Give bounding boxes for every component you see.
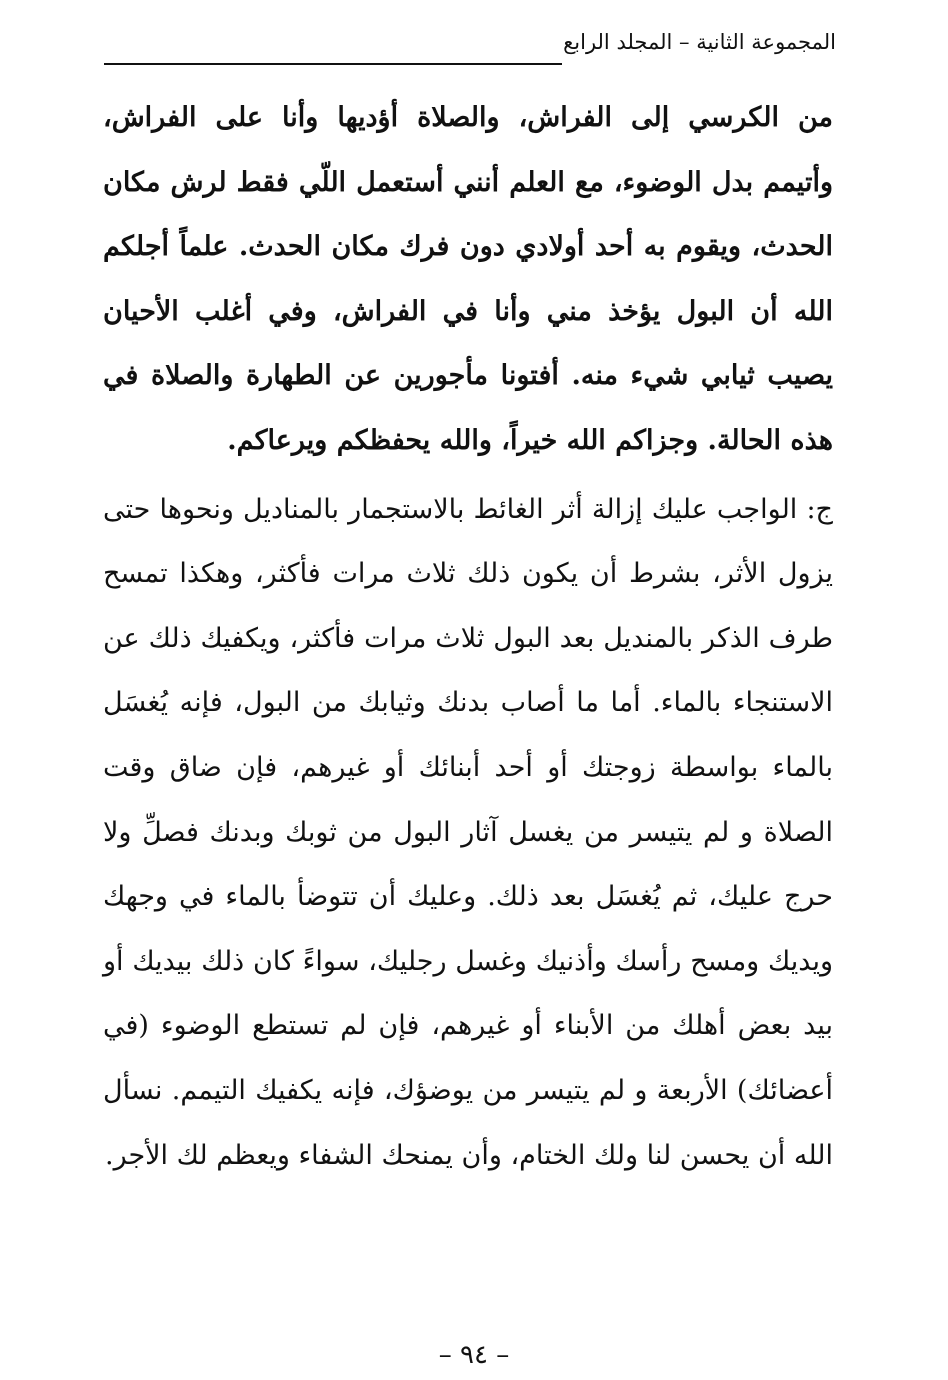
page-number: – ٩٤ – — [438, 1340, 510, 1370]
body-text — [103, 86, 833, 1188]
header-rule — [104, 63, 562, 65]
question-paragraph: من الكرسي إلى الفراش، والصلاة أؤديها وأنا على الفراش، وأتيمم بدل الوضوء، مع العلم أنني أستعمل اللّي فقط لرش مكان الحدث، ويقوم به أحد أولادي دون فرك مكان الحدث. علماً أجلكم الله أن البول يؤخذ مني وأنا في الفراش، وفي أغلب الأحيان يصيب ثيابي شيء منه. أفتونا مأجورين عن الطهارة والصلاة في هذه الحالة. وجزاكم الله خيراً، والله يحفظكم ويرعاكم. — [103, 102, 833, 456]
running-header: المجموعة الثانية – المجلد الرابع — [563, 30, 836, 54]
answer-paragraph: ج: الواجب عليك إزالة أثر الغائط بالاستجمار بالمناديل ونحوها حتى يزول الأثر، بشرط أن يكون ذلك ثلاث مرات فأكثر، وهكذا تمسح طرف الذكر بالمنديل بعد البول ثلاث مرات فأكثر، ويكفيك ذلك عن الاستنجاء بالماء. أما ما أصاب بدنك وثيابك من البول، فإنه يُغسَل بالماء بواسطة زوجتك أو أحد أبنائك أو غيرهم، فإن ضاق وقت الصلاة و لم يتيسر من يغسل آثار البول من ثوبك وبدنك فصلِّ ولا حرج عليك، ثم يُغسَل بعد ذلك. وعليك أن تتوضأ بالماء في وجهك ويديك ومسح رأسك وأذنيك وغسل رجليك، سواءً كان ذلك بيديك أو بيد بعض أهلك من الأبناء أو غيرهم، فإن لم تستطع الوضوء (في أعضائك) الأربعة و لم يتيسر من يوضؤك، فإنه يكفيك التيمم. نسأل الله أن يحسن لنا ولك الختام، وأن يمنحك الشفاء ويعظم لك الأجر. — [103, 493, 833, 1171]
